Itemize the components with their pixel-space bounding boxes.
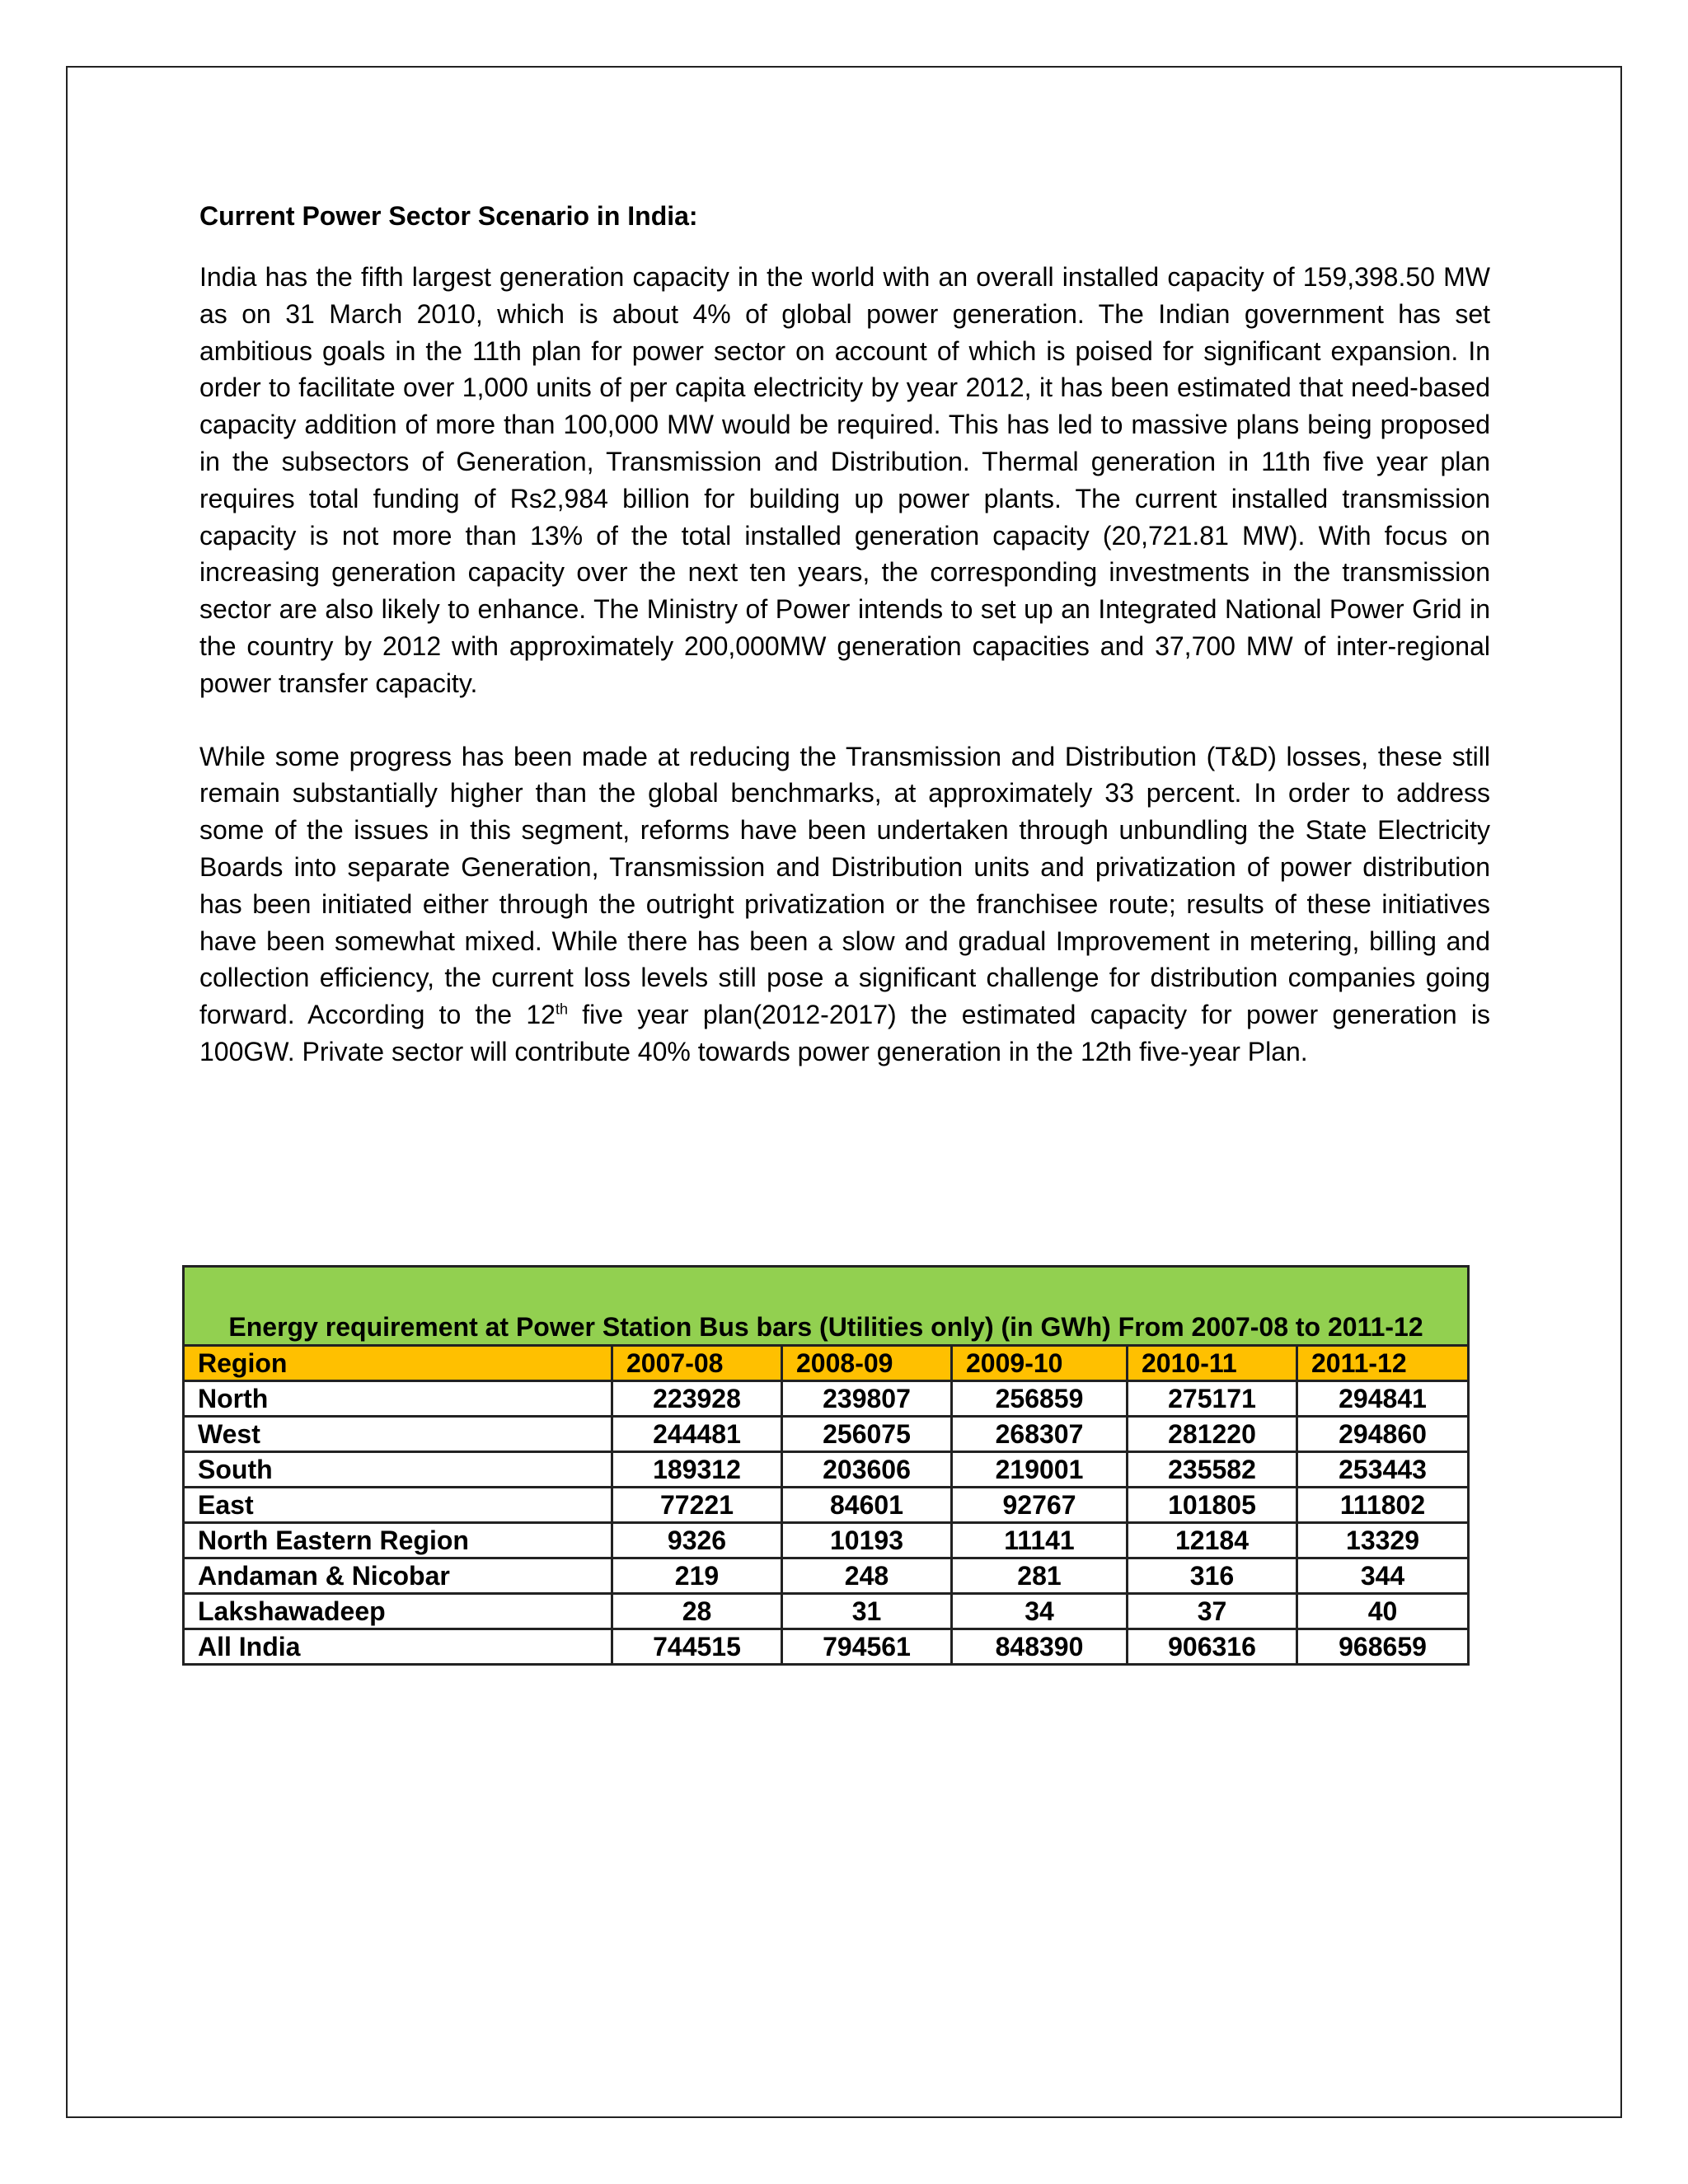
region-cell: North	[184, 1381, 612, 1417]
table-row	[184, 1452, 1469, 1488]
value-cell: 253443	[1297, 1452, 1469, 1488]
paragraph-2-text-b: five year plan(2012-2017) the estimated capacity for power generation is 100GW. Private sector will contribute 40% towards power generation in the 12th five-year Plan.	[199, 1000, 1491, 1066]
column-header: 2010-11	[1128, 1346, 1297, 1381]
value-cell: 235582	[1128, 1452, 1297, 1488]
table-row	[184, 1558, 1469, 1594]
value-cell: 275171	[1128, 1381, 1297, 1417]
table-row-total	[184, 1629, 1469, 1665]
value-cell: 794561	[782, 1629, 952, 1665]
value-cell: 101805	[1128, 1488, 1297, 1523]
table-caption: Energy requirement at Power Station Bus bars (Utilities only) (in GWh) From 2007-08 to 2011-12	[184, 1267, 1469, 1346]
ordinal-superscript: th	[555, 1001, 568, 1018]
column-header: Region	[184, 1346, 612, 1381]
value-cell: 248	[782, 1558, 952, 1594]
table-header-row	[184, 1346, 1469, 1381]
value-cell: 223928	[612, 1381, 782, 1417]
value-cell: 256859	[952, 1381, 1128, 1417]
value-cell: 11141	[952, 1523, 1128, 1558]
table-row	[184, 1523, 1469, 1558]
column-header: 2008-09	[782, 1346, 952, 1381]
section-heading: Current Power Sector Scenario in India:	[199, 201, 698, 231]
value-cell: 10193	[782, 1523, 952, 1558]
table-row	[184, 1488, 1469, 1523]
region-cell: Lakshawadeep	[184, 1594, 612, 1629]
table-caption-row	[184, 1267, 1469, 1346]
value-cell: 239807	[782, 1381, 952, 1417]
region-cell: West	[184, 1417, 612, 1452]
value-cell: 203606	[782, 1452, 952, 1488]
value-cell: 281	[952, 1558, 1128, 1594]
energy-requirement-table	[182, 1265, 1470, 1666]
value-cell: 13329	[1297, 1523, 1469, 1558]
value-cell: 92767	[952, 1488, 1128, 1523]
value-cell: 848390	[952, 1629, 1128, 1665]
value-cell: 77221	[612, 1488, 782, 1523]
region-cell: South	[184, 1452, 612, 1488]
value-cell: 744515	[612, 1629, 782, 1665]
value-cell: 28	[612, 1594, 782, 1629]
document-body	[199, 198, 1490, 1071]
column-header: 2009-10	[952, 1346, 1128, 1381]
value-cell: 906316	[1128, 1629, 1297, 1665]
energy-table-container	[182, 1265, 1467, 1666]
value-cell: 344	[1297, 1558, 1469, 1594]
value-cell: 968659	[1297, 1629, 1469, 1665]
region-cell: All India	[184, 1629, 612, 1665]
table-row	[184, 1594, 1469, 1629]
value-cell: 12184	[1128, 1523, 1297, 1558]
value-cell: 244481	[612, 1417, 782, 1452]
paragraph-2	[199, 738, 1490, 1071]
value-cell: 189312	[612, 1452, 782, 1488]
value-cell: 316	[1128, 1558, 1297, 1594]
value-cell: 281220	[1128, 1417, 1297, 1452]
value-cell: 40	[1297, 1594, 1469, 1629]
value-cell: 37	[1128, 1594, 1297, 1629]
value-cell: 84601	[782, 1488, 952, 1523]
table-row	[184, 1381, 1469, 1417]
column-header: 2007-08	[612, 1346, 782, 1381]
region-cell: North Eastern Region	[184, 1523, 612, 1558]
value-cell: 256075	[782, 1417, 952, 1452]
value-cell: 34	[952, 1594, 1128, 1629]
table-row	[184, 1417, 1469, 1452]
value-cell: 9326	[612, 1523, 782, 1558]
paragraph-2-text-a: While some progress has been made at reducing the Transmission and Distribution (T&D) losses, these still remain substantially higher than the global benchmarks, at approximately 33 percent. In order to address some of the issues in this segment, reforms have been undertaken through unbundling the State Electricity Boards into separate Generation, Transmission and Distribution units and privatization of power distribution has been initiated either through the outright privatization or the franchisee route; results of these initiatives have been somewhat mixed. While there has been a slow and gradual Improvement in metering, billing and collection efficiency, the current loss levels still pose a significant challenge for distribution companies going forward. According to the 12	[199, 741, 1490, 1030]
value-cell: 219001	[952, 1452, 1128, 1488]
region-cell: Andaman & Nicobar	[184, 1558, 612, 1594]
value-cell: 31	[782, 1594, 952, 1629]
value-cell: 294841	[1297, 1381, 1469, 1417]
paragraph-1: India has the fifth largest generation capacity in the world with an overall installed capacity of 159,398.50 MW as on 31 March 2010, which is about 4% of global power generation. The Indian government has set ambitious goals in the 11th plan for power sector on account of which is poised for significant expansion. In order to facilitate over 1,000 units of per capita electricity by year 2012, it has been estimated that need-based capacity addition of more than 100,000 MW would be required. This has led to massive plans being proposed in the subsectors of Generation, Transmission and Distribution. Thermal generation in 11th five year plan requires total funding of Rs2,984 billion for building up power plants. The current installed transmission capacity is not more than 13% of the total installed generation capacity (20,721.81 MW). With focus on increasing generation capacity over the next ten years, the corresponding investments in the transmission sector are also likely to enhance. The Ministry of Power intends to set up an Integrated National Power Grid in the country by 2012 with approximately 200,000MW generation capacities and 37,700 MW of inter-regional power transfer capacity.	[199, 262, 1490, 698]
value-cell: 294860	[1297, 1417, 1469, 1452]
value-cell: 268307	[952, 1417, 1128, 1452]
value-cell: 219	[612, 1558, 782, 1594]
region-cell: East	[184, 1488, 612, 1523]
column-header: 2011-12	[1297, 1346, 1469, 1381]
value-cell: 111802	[1297, 1488, 1469, 1523]
